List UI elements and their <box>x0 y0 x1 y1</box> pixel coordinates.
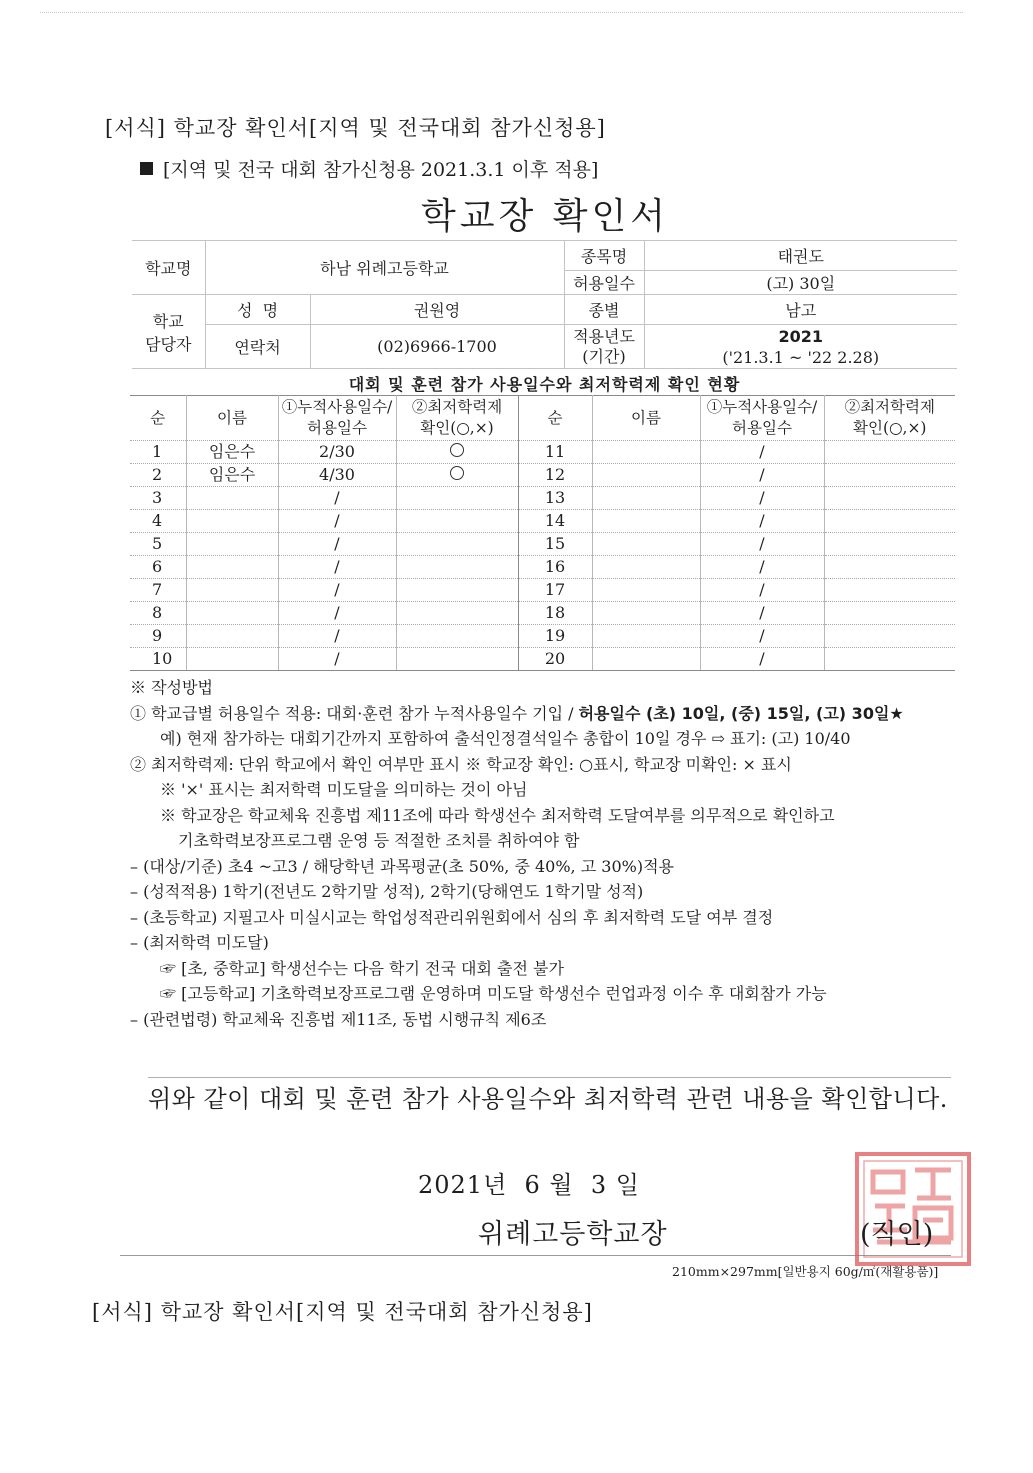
confirmation-statement: 위와 같이 대회 및 훈련 참가 사용일수와 최저학력 관련 내용을 확인합니다. <box>148 1085 948 1113</box>
row-check-2 <box>824 533 955 556</box>
header-days-line1: ①누적사용일수/ <box>281 398 393 416</box>
row-name <box>186 602 278 625</box>
form-label: [서식] 학교장 확인서[지역 및 전국대회 참가신청용] <box>105 116 606 140</box>
bottom-divider <box>120 1255 951 1256</box>
row-name-2 <box>592 487 700 510</box>
divider-line <box>148 1077 951 1078</box>
school-name-value: 하남 위례고등학교 <box>205 241 564 295</box>
row-name-2 <box>592 579 700 602</box>
table-headline: 대회 및 훈련 참가 사용일수와 최저학력제 확인 현황 <box>348 375 741 394</box>
row-name <box>186 625 278 648</box>
note-2-b2: 기초학력보장프로그램 운영 등 적절한 조치를 취하여야 함 <box>178 831 580 850</box>
school-name-label: 학교명 <box>132 241 205 295</box>
row-name-2 <box>592 464 700 487</box>
row-days: / <box>278 533 396 556</box>
note-1-bold: 허용일수 (초) 10일, (중) 15일, (고) 30일★ <box>578 703 904 723</box>
table-row <box>130 579 955 602</box>
year-label <box>564 325 644 369</box>
category-label: 종별 <box>564 295 644 325</box>
detail-4-a: ☞ [초, 중학교] 학생선수는 다음 학기 전국 대회 출전 불가 <box>160 958 564 978</box>
row-days: 2/30 <box>278 441 396 464</box>
row-no: 9 <box>130 625 186 648</box>
row-check <box>396 510 518 533</box>
info-table <box>132 240 957 369</box>
row-no-2: 14 <box>518 510 592 533</box>
note-2-b1: ※ 학교장은 학교체육 진흥법 제11조에 따라 학생선수 최저학력 도달여부를 의무적으로 확인하고 <box>160 805 835 825</box>
row-check-2 <box>824 648 955 671</box>
row-no-2: 17 <box>518 579 592 602</box>
row-name-2 <box>592 441 700 464</box>
period-value: ('21.3.1 ~ '22 2.28) <box>722 347 880 367</box>
header-check-2-line2: 확인(○,×) <box>853 419 927 437</box>
sub-label-text: [지역 및 전국 대회 참가신청용 2021.3.1 이후 적용] <box>163 159 599 181</box>
row-days: / <box>278 556 396 579</box>
detail-3: – (초등학교) 지필고사 미실시교는 학업성적관리위원회에서 심의 후 최저학력 도달 여부 결정 <box>130 907 774 927</box>
row-days-2: / <box>700 510 824 533</box>
contact-value: (02)6966-1700 <box>310 325 564 369</box>
detail-4: – (최저학력 미도달) <box>130 933 269 952</box>
principal-title: 위례고등학교장 <box>478 1219 668 1250</box>
row-name-2 <box>592 533 700 556</box>
row-days-2: / <box>700 579 824 602</box>
table-row <box>130 510 955 533</box>
row-days-2: / <box>700 441 824 464</box>
row-days: / <box>278 648 396 671</box>
footer-form-label: [서식] 학교장 확인서[지역 및 전국대회 참가신청용] <box>92 1300 593 1324</box>
row-no-2: 16 <box>518 556 592 579</box>
table-row <box>130 441 955 464</box>
row-check <box>396 648 518 671</box>
row-check-2 <box>824 441 955 464</box>
row-no-2: 11 <box>518 441 592 464</box>
black-square-icon <box>140 162 153 175</box>
row-days: / <box>278 510 396 533</box>
row-no: 5 <box>130 533 186 556</box>
row-check <box>396 487 518 510</box>
contact-label: 연락처 <box>205 325 310 369</box>
row-no: 6 <box>130 556 186 579</box>
row-days: / <box>278 602 396 625</box>
row-name <box>186 487 278 510</box>
row-no: 7 <box>130 579 186 602</box>
table-row <box>130 556 955 579</box>
row-no-2: 19 <box>518 625 592 648</box>
row-check <box>396 556 518 579</box>
row-days-2: / <box>700 533 824 556</box>
table-row <box>130 648 955 671</box>
issue-date: 2021년 6 월 3 일 <box>418 1171 640 1199</box>
row-name-2 <box>592 625 700 648</box>
row-check-2 <box>824 556 955 579</box>
table-row <box>130 464 955 487</box>
days-table <box>130 395 955 671</box>
row-name <box>186 579 278 602</box>
days-table-header <box>130 396 955 441</box>
row-check <box>396 441 518 464</box>
row-name: 임은수 <box>186 464 278 487</box>
row-days-2: / <box>700 648 824 671</box>
circle-mark-icon <box>450 443 464 457</box>
manager-label <box>132 295 205 369</box>
header-check-2 <box>824 396 955 441</box>
seal-label: (직인) <box>860 1219 934 1250</box>
header-days <box>278 396 396 441</box>
row-no: 10 <box>130 648 186 671</box>
year-number: 2021 <box>778 326 824 346</box>
writing-instructions <box>130 675 960 1032</box>
row-check-2 <box>824 487 955 510</box>
row-no: 1 <box>130 441 186 464</box>
manager-label-line1: 학교 <box>152 311 184 331</box>
header-check-2-line1: ②최저학력제 <box>844 398 935 416</box>
table-row <box>130 625 955 648</box>
row-check-2 <box>824 602 955 625</box>
row-no-2: 15 <box>518 533 592 556</box>
top-scan-line <box>40 12 963 13</box>
row-name <box>186 556 278 579</box>
year-label-line1: 적용년도 <box>573 326 635 346</box>
circle-mark-icon <box>450 466 464 480</box>
header-check-line2: 확인(○,×) <box>420 419 494 437</box>
row-days-2: / <box>700 464 824 487</box>
manager-label-line2: 담당자 <box>145 334 192 354</box>
row-check-2 <box>824 464 955 487</box>
row-no-2: 18 <box>518 602 592 625</box>
note-2: ② 최저학력제: 단위 학교에서 확인 여부만 표시 ※ 학교장 확인: ○표시, 학교장 미확인: × 표시 <box>130 754 792 774</box>
header-check-line1: ②최저학력제 <box>411 398 503 416</box>
header-check <box>396 396 518 441</box>
note-1-example: 예) 현재 참가하는 대회기간까지 포함하여 출석인정결석일수 총합이 10일 경우 ⇨ 표기: (고) 10/40 <box>160 729 851 748</box>
row-days-2: / <box>700 602 824 625</box>
detail-5: – (관련법령) 학교체육 진흥법 제11조, 동법 시행규칙 제6조 <box>130 1009 547 1029</box>
allowed-days-label: 허용일수 <box>564 271 644 295</box>
header-no: 순 <box>130 396 186 441</box>
row-name <box>186 510 278 533</box>
notes-heading: ※ 작성방법 <box>130 678 213 697</box>
document-title: 학교장 확인서 <box>420 196 670 237</box>
row-name-2 <box>592 556 700 579</box>
sport-value: 태권도 <box>644 241 957 271</box>
row-check <box>396 464 518 487</box>
row-days-2: / <box>700 556 824 579</box>
row-no-2: 13 <box>518 487 592 510</box>
sub-label <box>140 155 598 182</box>
row-no-2: 20 <box>518 648 592 671</box>
header-days-2-line2: 허용일수 <box>732 419 792 437</box>
year-label-line2: (기간) <box>582 346 626 366</box>
row-name <box>186 533 278 556</box>
allowed-days-value: (고) 30일 <box>644 271 957 295</box>
table-row <box>130 487 955 510</box>
row-name-2 <box>592 510 700 533</box>
name-label: 성 명 <box>205 295 310 325</box>
row-days-2: / <box>700 625 824 648</box>
header-days-2-line1: ①누적사용일수/ <box>706 398 818 416</box>
row-name-2 <box>592 648 700 671</box>
row-no: 4 <box>130 510 186 533</box>
paper-spec: 210mm×297mm[일반용지 60g/㎡(재활용품)] <box>672 1264 939 1279</box>
detail-2: – (성적적용) 1학기(전년도 2학기말 성적), 2학기(당해연도 1학기말 성적) <box>130 882 644 901</box>
row-check-2 <box>824 510 955 533</box>
row-check <box>396 625 518 648</box>
header-no-2: 순 <box>518 396 592 441</box>
row-no: 2 <box>130 464 186 487</box>
row-days: / <box>278 579 396 602</box>
row-no: 8 <box>130 602 186 625</box>
table-row <box>130 533 955 556</box>
note-1 <box>130 701 960 727</box>
note-2-a: ※ '×' 표시는 최저학력 미도달을 의미하는 것이 아님 <box>160 780 528 799</box>
detail-4-b: ☞ [고등학교] 기초학력보장프로그램 운영하며 미도달 학생선수 런업과정 이수 후 대회참가 가능 <box>160 984 827 1003</box>
row-name: 임은수 <box>186 441 278 464</box>
row-days: 4/30 <box>278 464 396 487</box>
row-check-2 <box>824 625 955 648</box>
row-name-2 <box>592 602 700 625</box>
table-row <box>130 602 955 625</box>
row-no: 3 <box>130 487 186 510</box>
row-days: / <box>278 625 396 648</box>
header-days-2 <box>700 396 824 441</box>
header-name: 이름 <box>186 396 278 441</box>
row-check-2 <box>824 579 955 602</box>
row-check <box>396 533 518 556</box>
row-no-2: 12 <box>518 464 592 487</box>
row-days-2: / <box>700 487 824 510</box>
row-name <box>186 648 278 671</box>
note-1-text: ① 학교급별 허용일수 적용: 대회·훈련 참가 누적사용일수 기입 / <box>130 703 579 723</box>
row-check <box>396 602 518 625</box>
sport-label: 종목명 <box>564 241 644 271</box>
manager-name-value: 권원영 <box>310 295 564 325</box>
row-days: / <box>278 487 396 510</box>
detail-1: – (대상/기준) 초4 ~고3 / 해당학년 과목평균(초 50%, 중 40%, 고 30%)적용 <box>130 856 674 876</box>
header-name-2: 이름 <box>592 396 700 441</box>
row-check <box>396 579 518 602</box>
year-value <box>644 325 957 369</box>
header-days-line2: 허용일수 <box>307 419 367 437</box>
category-value: 남고 <box>644 295 957 325</box>
